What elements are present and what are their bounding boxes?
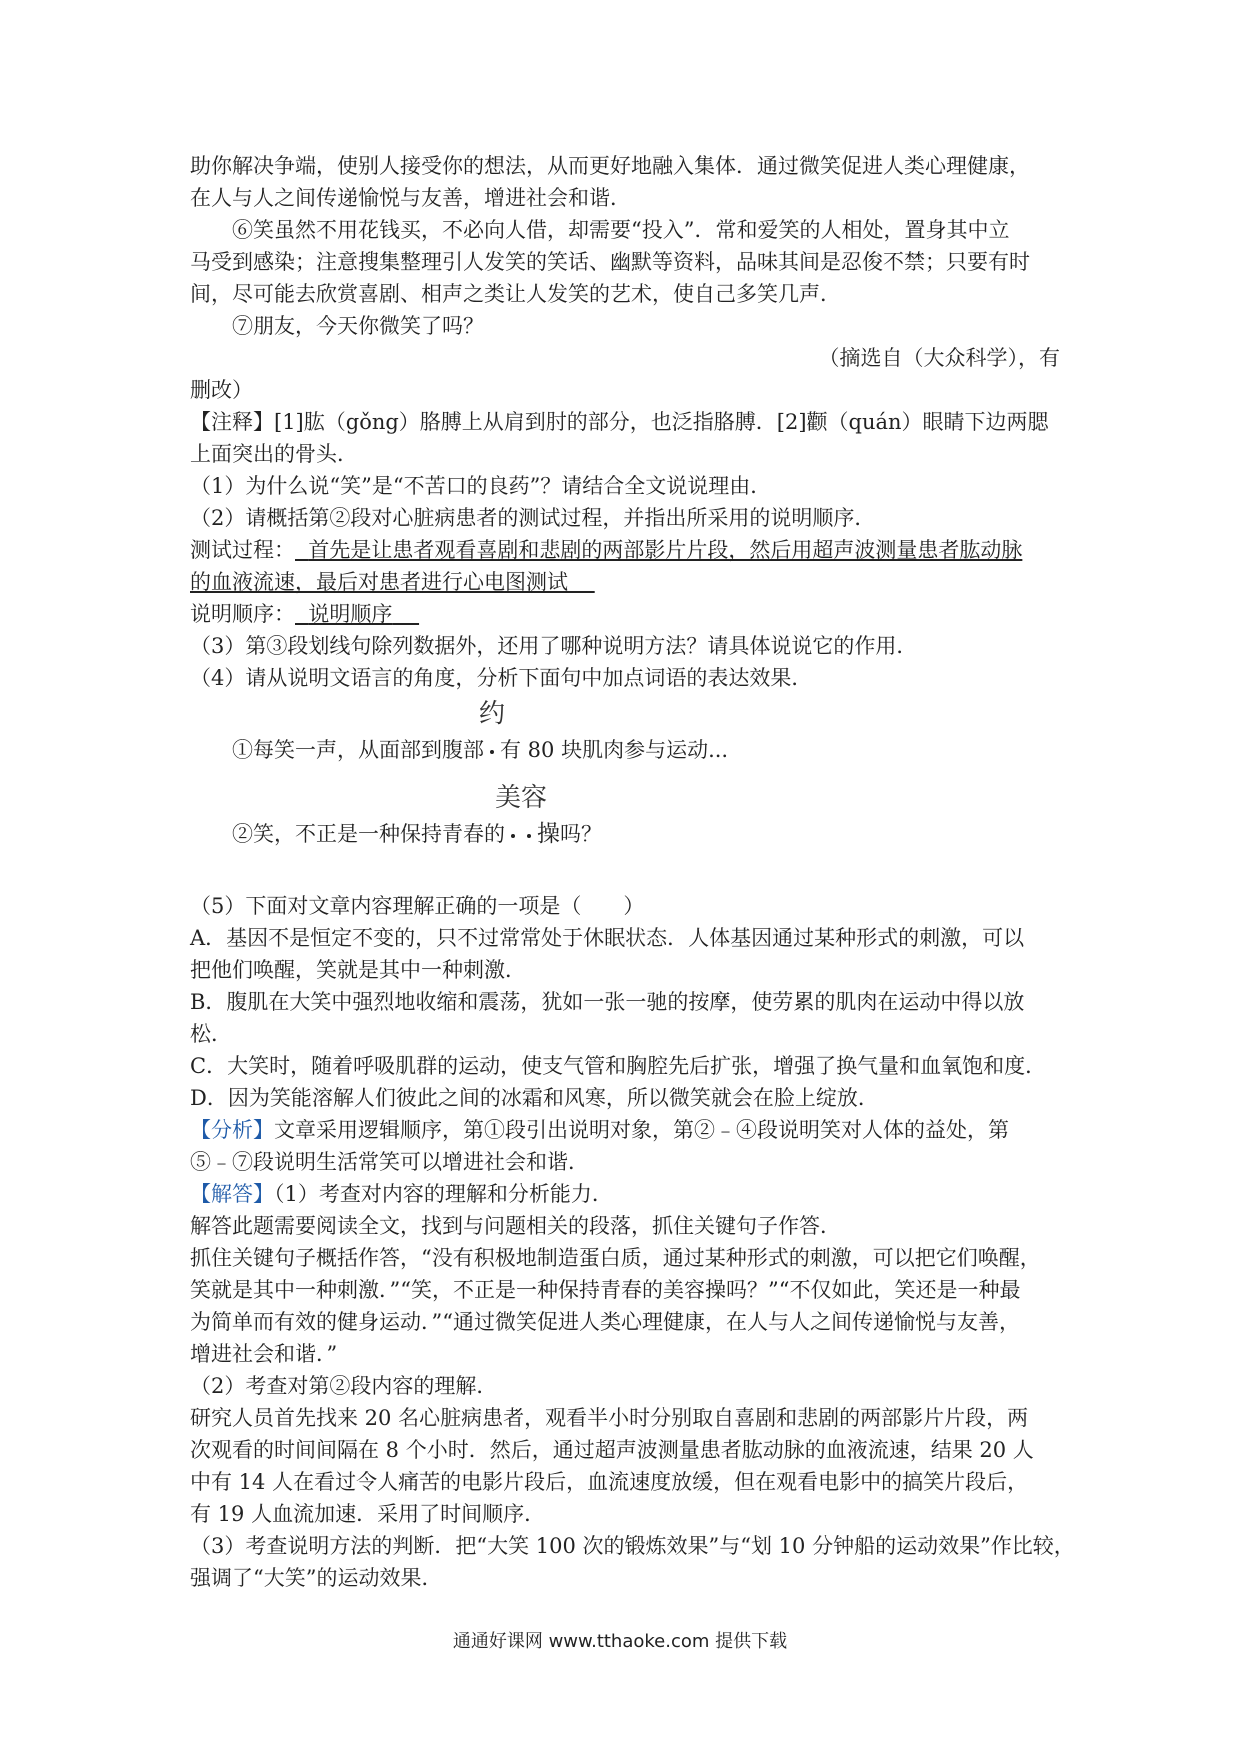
answer-line: 次观看的时间间隔在 8 个小时．然后，通过超声波测量患者肱动脉的血液流速，结果 20 人: [190, 1438, 1034, 1462]
text-line: 间，尽可能去欣赏喜剧、相声之类让人发笑的艺术，使自己多笑几声．: [190, 282, 841, 306]
text-line: 马受到感染；注意搜集整理引人发笑的笑话、幽默等资料，品味其间是忍俊不禁；只要有时: [190, 250, 1030, 274]
example-2: ②笑，不正是一种保持青春的 美容 操吗？: [190, 792, 1060, 876]
page-footer: 通通好课网 www.tthaoke.com 提供下载: [452, 1631, 788, 1652]
test-process-text-cont: 的血液流速，最后对患者进行心电图测试: [190, 570, 568, 594]
answer-line: 研究人员首先找来 20 名心脏病患者，观看半小时分别取自喜剧和悲剧的两部影片片段，两: [190, 1406, 1029, 1430]
answer-line: 解答此题需要阅读全文，找到与问题相关的段落，抓住关键句子作答．: [190, 1214, 841, 1238]
answer-line: 笑就是其中一种刺激．”“笑，不正是一种保持青春的美容操吗？”“不仅如此，笑还是一种最: [190, 1278, 1021, 1302]
option-d: D．因为笑能溶解人们彼此之间的冰霜和风寒，所以微笑就会在脸上绽放．: [190, 1086, 879, 1110]
emphasis-dot: [527, 834, 531, 838]
analysis: 【分析】文章采用逻辑顺序，第①段引出说明对象，第②﹣④段说明笑对人体的益处，第: [190, 1118, 1009, 1142]
document-body: [190, 150, 1075, 1594]
paragraph-6: ⑥笑虽然不用花钱买，不必向人借，却需要“投入”．常和爱笑的人相处，置身其中立: [232, 218, 1010, 242]
question-4: （4）请从说明文语言的角度，分析下面句中加点词语的表达效果．: [190, 666, 813, 690]
emphasis-dot: [511, 834, 515, 838]
test-process-text: 首先是让患者观看喜剧和悲剧的两部影片片段，然后用超声波测量患者肱动脉: [308, 538, 1023, 562]
test-process-answer: [190, 534, 1060, 566]
order-answer: [190, 598, 1060, 630]
source-citation-end: 删改）: [190, 378, 253, 402]
paragraph-7: ⑦朋友，今天你微笑了吗？: [232, 314, 484, 338]
answer-line: 强调了“大笑”的运动效果．: [190, 1566, 443, 1590]
test-process-label: 测试过程：: [190, 538, 295, 562]
test-process-answer-cont: [190, 566, 1060, 598]
option-c: C．大笑时，随着呼吸肌群的运动，使支气管和胸腔先后扩张，增强了换气量和血氧饱和度．: [190, 1054, 1047, 1078]
order-text: 说明顺序: [308, 602, 393, 626]
annotation-cont: 上面突出的骨头．: [190, 442, 358, 466]
annotation: 【注释】[1]肱（gǒng）胳膊上从肩到肘的部分，也泛指胳膊．[2]颧（quán）眼睛下边两腮: [190, 410, 1049, 434]
answer-line: 中有 14 人在看过令人痛苦的电影片段后，血流速度放缓，但在观看电影中的搞笑片段后，: [190, 1470, 1029, 1494]
answer-line: 抓住关键句子概括作答，“没有积极地制造蛋白质，通过某种形式的刺激，可以把它们唤醒，: [190, 1246, 1041, 1270]
emphasis-dot: [490, 750, 494, 754]
text-line: 在人与人之间传递愉悦与友善，增进社会和谐．: [190, 186, 631, 210]
text-line: 助你解决争端，使别人接受你的想法，从而更好地融入集体．通过微笑促进人类心理健康，: [190, 154, 1030, 178]
source-citation: （摘选自（大众科学），有: [818, 346, 1060, 370]
question-2: （2）请概括第②段对心脏病患者的测试过程，并指出所采用的说明顺序．: [190, 506, 876, 530]
answer-line: 有 19 人血流加速．采用了时间顺序．: [190, 1502, 546, 1526]
answer-tag: 【解答】: [190, 1182, 274, 1206]
emphasized-word-1: 约: [484, 734, 500, 766]
question-1: （1）为什么说“笑”是“不苦口的良药”？请结合全文说说理由．: [190, 474, 772, 498]
example-1: ①每笑一声，从面部到腹部 约 有 80 块肌肉参与运动...: [190, 708, 1060, 792]
analysis-tag: 【分析】: [190, 1118, 274, 1142]
option-b: B．腹肌在大笑中强烈地收缩和震荡，犹如一张一驰的按摩，使劳累的肌肉在运动中得以放: [190, 990, 1025, 1014]
answer-line: 增进社会和谐．”: [190, 1342, 338, 1366]
question-5: （5）下面对文章内容理解正确的一项是（ ）: [190, 894, 645, 918]
option-a: A．基因不是恒定不变的，只不过常常处于休眠状态．人体基因通过某种形式的刺激，可以: [190, 926, 1025, 950]
option-a-cont: 把他们唤醒，笑就是其中一种刺激．: [190, 958, 526, 982]
answer-line: 为简单而有效的健身运动．”“通过微笑促进人类心理健康，在人与人之间传递愉悦与友善，: [190, 1310, 1020, 1334]
analysis-cont: ⑤﹣⑦段说明生活常笑可以增进社会和谐．: [190, 1150, 589, 1174]
emphasized-word-2: 美容: [505, 818, 537, 850]
answer-line: （2）考查对第②段内容的理解．: [190, 1374, 498, 1398]
answer: 【解答】（1）考查对内容的理解和分析能力．: [190, 1182, 613, 1206]
answer-line: （3）考查说明方法的判断．把“大笑 100 次的锻炼效果”与“划 10 分钟船的运动效果”作比较，: [190, 1534, 1075, 1558]
question-3: （3）第③段划线句除列数据外，还用了哪种说明方法？请具体说说它的作用．: [190, 634, 918, 658]
order-label: 说明顺序：: [190, 602, 295, 626]
option-b-cont: 松．: [190, 1022, 232, 1046]
